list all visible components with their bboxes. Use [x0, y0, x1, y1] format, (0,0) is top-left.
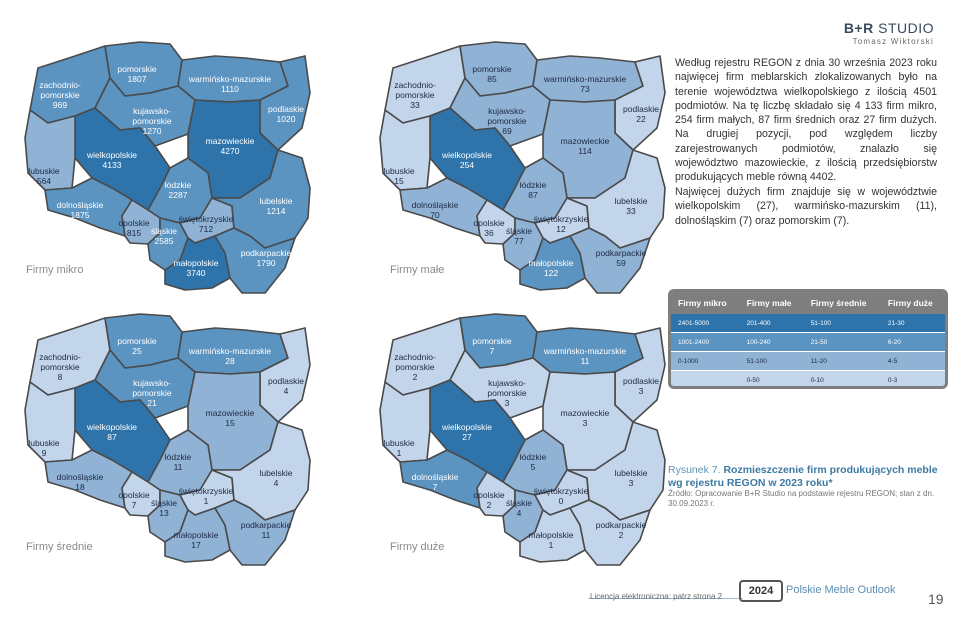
region-label-podkarpackie [596, 520, 647, 540]
region-name: warmińsko-mazurskie [543, 74, 627, 84]
region-name: kujawsko- pomorskie [132, 106, 172, 126]
region-label-lodzkie [520, 180, 546, 200]
region-name: opolskie [118, 490, 150, 500]
region-value: 17 [191, 540, 201, 550]
region-label-lubuskie [383, 166, 414, 186]
region-name: lubuskie [28, 438, 60, 448]
legend-row [671, 352, 945, 371]
region-value: 21 [147, 398, 157, 408]
region-value: 969 [52, 100, 68, 110]
region-value: 9 [41, 448, 47, 458]
region-value: 1790 [256, 258, 276, 268]
region-value: 2287 [168, 190, 188, 200]
region-value: 1 [203, 496, 209, 506]
region-value: 4 [516, 508, 522, 518]
region-value: 3 [628, 478, 634, 488]
region-name: lubuskie [383, 166, 415, 176]
region-label-malopolskie [529, 258, 574, 278]
region-label-slaskie [506, 226, 532, 246]
region-label-zachodnio [39, 352, 81, 382]
region-value: 3 [638, 386, 644, 396]
region-name: podlaskie [623, 376, 659, 386]
region-value: 1875 [70, 210, 90, 220]
region-name: lubuskie [28, 166, 60, 176]
region-label-slaskie [506, 498, 532, 518]
region-value: 1110 [221, 84, 239, 94]
region-name: wielkopolskie [86, 422, 138, 432]
legend-cell [671, 371, 740, 389]
region-name: mazowieckie [205, 408, 255, 418]
region-label-zachodnio [394, 80, 436, 110]
region-name: łódzkie [519, 452, 547, 462]
region-label-malopolskie [174, 530, 219, 550]
region-value: 11 [173, 462, 183, 472]
region-name: pomorskie [472, 64, 512, 74]
region-value: 3740 [186, 268, 206, 278]
region-label-wielkopolskie [442, 150, 492, 170]
region-value: 3 [582, 418, 588, 428]
region-label-mazowieckie [206, 408, 255, 428]
region-name: opolskie [473, 490, 505, 500]
region-value: 1 [548, 540, 554, 550]
region-name: zachodnio- pomorskie [39, 352, 81, 372]
region-label-mazowieckie [561, 136, 610, 156]
region-value: 85 [487, 74, 497, 84]
legend-header: Firmy średnie [804, 292, 881, 314]
region-name: wielkopolskie [441, 150, 493, 160]
region-label-opolskie [118, 490, 149, 510]
region-value: 36 [484, 228, 494, 238]
region-label-swietokrzyskie [179, 214, 234, 234]
legend-cell: 51-100 [804, 314, 881, 333]
region-name: śląskie [506, 226, 532, 236]
region-label-wielkopolskie [87, 422, 137, 442]
region-name: podkarpackie [595, 248, 647, 258]
legend-cell: 11-20 [804, 352, 881, 371]
region-value: 8 [57, 372, 63, 382]
region-value: 33 [410, 100, 420, 110]
region-name: kujawsko- pomorskie [132, 378, 172, 398]
region-value: 33 [626, 206, 636, 216]
legend-cell: 21-30 [881, 314, 945, 333]
legend-cell: 2401-5000 [671, 314, 740, 333]
region-name: dolnośląskie [411, 472, 459, 482]
map-title-male: Firmy małe [390, 264, 445, 276]
map-male [375, 38, 659, 288]
map-mikro [20, 38, 304, 288]
region-label-kujawsko [132, 378, 171, 408]
region-name: małopolskie [528, 530, 574, 540]
region-label-lubelskie [259, 196, 292, 216]
region-label-malopolskie [529, 530, 574, 550]
region-name: łódzkie [519, 180, 547, 190]
region-value: 22 [636, 114, 646, 124]
region-value: 25 [132, 346, 142, 356]
legend-row [671, 371, 945, 389]
legend-cell: 0-1000 [671, 352, 740, 371]
region-label-wielkopolskie [87, 150, 137, 170]
region-value: 28 [225, 356, 235, 366]
region-label-kujawsko [487, 378, 526, 408]
region-label-lubuskie [28, 438, 59, 458]
region-label-lodzkie [520, 452, 546, 472]
region-name: warmińsko-mazurskie [188, 74, 272, 84]
region-name: wielkopolskie [441, 422, 493, 432]
legend-row [671, 314, 945, 333]
region-name: mazowieckie [560, 136, 610, 146]
region-value: 7 [131, 500, 137, 510]
legend-cell: 0-10 [804, 371, 881, 389]
legend-table [668, 289, 948, 389]
region-name: lubuskie [383, 438, 415, 448]
region-name: podlaskie [623, 104, 659, 114]
region-name: świętokrzyskie [533, 486, 589, 496]
map-title-duze: Firmy duże [390, 541, 445, 553]
region-value: 0 [558, 496, 564, 506]
page-number: 19 [928, 591, 944, 607]
region-label-pomorskie [117, 336, 156, 356]
region-value: 4270 [220, 146, 240, 156]
region-label-kujawsko [487, 106, 526, 136]
region-label-swietokrzyskie [179, 486, 234, 506]
region-label-warminsko [189, 346, 271, 366]
region-value: 69 [502, 126, 512, 136]
caption-prefix: Rysunek 7. [668, 464, 724, 476]
region-value: 7 [489, 346, 495, 356]
region-name: pomorskie [117, 64, 157, 74]
region-label-opolskie [473, 218, 504, 238]
region-name: dolnośląskie [56, 200, 104, 210]
region-value: 7 [432, 482, 438, 492]
region-value: 2585 [154, 236, 174, 246]
legend-cell: 1001-2400 [671, 333, 740, 352]
region-label-pomorskie [117, 64, 156, 84]
region-label-podkarpackie [241, 520, 292, 540]
map-title-mikro: Firmy mikro [26, 264, 84, 276]
region-value: 5 [530, 462, 536, 472]
region-name: wielkopolskie [86, 150, 138, 160]
legend-header: Firmy duże [881, 292, 945, 314]
region-name: mazowieckie [560, 408, 610, 418]
region-value: 11 [580, 356, 590, 366]
region-name: świętokrzyskie [178, 486, 234, 496]
brand-name: B+R [843, 20, 874, 36]
legend-header: Firmy małe [740, 292, 804, 314]
region-label-lubelskie [259, 468, 292, 488]
region-name: podlaskie [268, 376, 304, 386]
region-name: łódzkie [164, 180, 192, 190]
region-value: 1807 [127, 74, 147, 84]
region-label-lubuskie [28, 166, 59, 186]
brand-suffix: STUDIO [873, 20, 934, 36]
region-name: lubelskie [614, 468, 648, 478]
region-label-dolnoslaskie [57, 472, 104, 492]
region-name: dolnośląskie [411, 200, 459, 210]
region-label-dolnoslaskie [412, 472, 459, 492]
region-label-warminsko [544, 74, 626, 94]
region-value: 12 [556, 224, 566, 234]
region-value: 87 [528, 190, 538, 200]
region-label-opolskie [473, 490, 504, 510]
region-value: 15 [225, 418, 235, 428]
region-label-lubelskie [614, 196, 647, 216]
region-label-pomorskie [472, 64, 511, 84]
region-name: dolnośląskie [56, 472, 104, 482]
region-name: kujawsko- pomorskie [487, 106, 527, 126]
brand-author: Tomasz Wiktorski [852, 37, 934, 46]
region-label-warminsko [189, 74, 271, 94]
region-label-mazowieckie [206, 136, 255, 156]
region-label-lodzkie [165, 452, 191, 472]
region-value: 122 [543, 268, 559, 278]
region-label-malopolskie [174, 258, 219, 278]
region-value: 254 [459, 160, 475, 170]
region-value: 73 [580, 84, 590, 94]
region-name: śląskie [506, 498, 532, 508]
region-name: opolskie [473, 218, 505, 228]
region-name: małopolskie [528, 258, 574, 268]
region-value: 3 [504, 398, 510, 408]
region-name: małopolskie [173, 530, 219, 540]
region-label-opolskie [118, 218, 149, 238]
region-name: kujawsko- pomorskie [487, 378, 527, 398]
region-label-pomorskie [472, 336, 511, 356]
region-label-dolnoslaskie [57, 200, 104, 220]
region-value: 2 [618, 530, 624, 540]
region-name: mazowieckie [205, 136, 255, 146]
region-name: świętokrzyskie [178, 214, 234, 224]
brand-logo [844, 20, 934, 46]
region-label-kujawsko [132, 106, 171, 136]
region-label-lubuskie [383, 438, 414, 458]
legend-cell: 100-240 [740, 333, 804, 352]
region-value: 2 [486, 500, 492, 510]
region-value: 11 [261, 530, 271, 540]
region-value: 1214 [266, 206, 286, 216]
paragraph-2: Najwięcej dużych firm znajduje się w województwie wielkopolskim (27), warmińsko-mazurskim (11), dolnośląskim (7) oraz pomorskim (7). [675, 186, 937, 227]
legend-cell: 0-50 [740, 371, 804, 389]
region-value: 87 [107, 432, 117, 442]
region-name: lubelskie [259, 196, 293, 206]
region-value: 1270 [142, 126, 162, 136]
region-name: warmińsko-mazurskie [188, 346, 272, 356]
legend-cell: 201-400 [740, 314, 804, 333]
region-label-wielkopolskie [442, 422, 492, 442]
region-label-slaskie [151, 498, 177, 518]
map-srednie [20, 310, 304, 560]
region-value: 4 [283, 386, 289, 396]
legend-cell: 51-100 [740, 352, 804, 371]
region-label-lubelskie [614, 468, 647, 488]
region-name: podkarpackie [240, 248, 292, 258]
region-value: 13 [159, 508, 169, 518]
region-label-podkarpackie [596, 248, 647, 268]
region-name: podkarpackie [595, 520, 647, 530]
region-value: 114 [578, 146, 592, 156]
region-label-swietokrzyskie [534, 214, 589, 234]
region-value: 59 [616, 258, 626, 268]
region-name: łódzkie [164, 452, 192, 462]
region-value: 1020 [276, 114, 296, 124]
paragraph-1: Według rejestru REGON z dnia 30 września 2023 roku najwięcej firm meblarskich zlokalizowanych było na terenie województwa wielkopolskiego z ilością 4501 podmiotów. Na tę liczbę składało się 4 133 firm mikro, 254 firm małych, 87 firm średnich oraz 27 firm dużych. Na drugiej pozycji, pod względem liczby zarejestrowanych podmiotów, znalazło się województwo mazowieckie, z ilością przedsiębiorstw produkujących meble równą 4402. [675, 57, 937, 184]
region-label-mazowieckie [561, 408, 610, 428]
region-value: 27 [462, 432, 472, 442]
legend-header: Firmy mikro [671, 292, 740, 314]
region-name: lubelskie [259, 468, 293, 478]
region-value: 2 [412, 372, 418, 382]
region-value: 4133 [102, 160, 122, 170]
region-value: 77 [514, 236, 524, 246]
legend-cell: 0-3 [881, 371, 945, 389]
region-name: zachodnio- pomorskie [394, 80, 436, 100]
legend-cell: 6-20 [881, 333, 945, 352]
region-name: lubelskie [614, 196, 648, 206]
region-name: opolskie [118, 218, 150, 228]
region-value: 15 [394, 176, 404, 186]
region-value: 4 [273, 478, 279, 488]
region-label-warminsko [544, 346, 626, 366]
legend-cell: 21-50 [804, 333, 881, 352]
region-label-slaskie [151, 226, 177, 246]
region-name: pomorskie [472, 336, 512, 346]
region-label-podlaskie [268, 376, 304, 396]
map-title-srednie: Firmy średnie [26, 541, 93, 553]
region-name: podkarpackie [240, 520, 292, 530]
figure-caption [668, 464, 943, 489]
region-label-podlaskie [623, 104, 659, 124]
caption-title: Rozmieszczenie firm produkujących meble wg rejestru REGON w 2023 roku* [668, 464, 938, 489]
region-name: warmińsko-mazurskie [543, 346, 627, 356]
region-name: świętokrzyskie [533, 214, 589, 224]
region-label-lodzkie [165, 180, 191, 200]
region-name: śląskie [151, 498, 177, 508]
legend-row [671, 333, 945, 352]
region-value: 70 [430, 210, 440, 220]
region-label-zachodnio [394, 352, 436, 382]
region-name: pomorskie [117, 336, 157, 346]
region-label-podkarpackie [241, 248, 292, 268]
region-value: 712 [198, 224, 214, 234]
region-name: śląskie [151, 226, 177, 236]
footer-publication: Polskie Meble Outlook [786, 584, 896, 596]
map-duze [375, 310, 659, 560]
footer-license: Licencja elektroniczna: patrz strona 2 [590, 592, 723, 601]
region-label-podlaskie [623, 376, 659, 396]
region-label-podlaskie [268, 104, 304, 124]
region-value: 1 [396, 448, 402, 458]
footer-year: 2024 [739, 580, 783, 602]
region-name: zachodnio- pomorskie [394, 352, 436, 372]
region-value: 815 [126, 228, 142, 238]
region-name: podlaskie [268, 104, 304, 114]
region-name: małopolskie [173, 258, 219, 268]
region-value: 564 [36, 176, 52, 186]
region-label-swietokrzyskie [534, 486, 589, 506]
region-value: 18 [75, 482, 85, 492]
region-name: zachodnio- pomorskie [39, 80, 81, 100]
legend-cell: 4-5 [881, 352, 945, 371]
region-label-zachodnio [39, 80, 81, 110]
region-label-dolnoslaskie [412, 200, 459, 220]
figure-source: Źródło: Opracowanie B+R Studio na podstawie rejestru REGON; stan z dn. 30.09.2023 r. [668, 489, 935, 508]
